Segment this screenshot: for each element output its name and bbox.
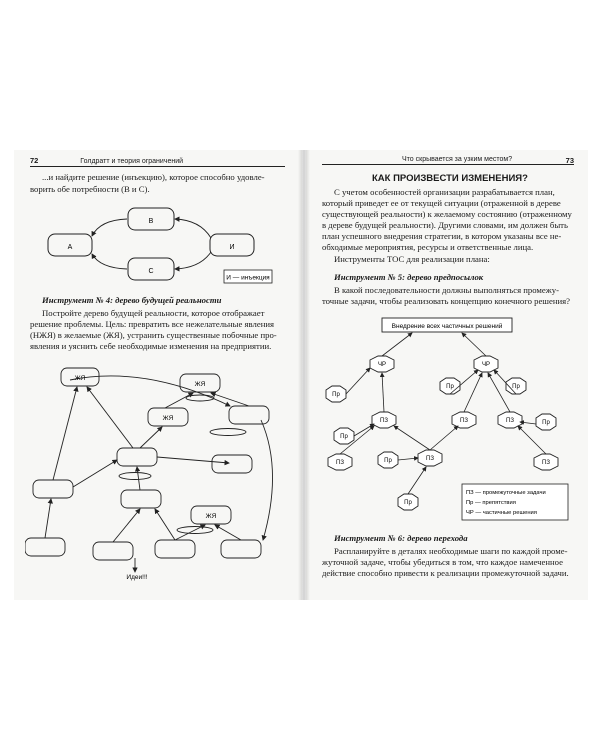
cloud-label-a: A (67, 244, 73, 251)
tool4-title: Инструмент № 4: дерево будущей реальности (42, 295, 222, 305)
prt-pr-1-label: Пр (332, 392, 340, 398)
future-reality-tree (25, 360, 285, 582)
prt-pr-7-label: Пр (404, 500, 412, 506)
cloud-label-c: C (148, 268, 154, 275)
tool6-title: Инструмент № 6: дерево перехода (334, 533, 468, 543)
cloud-legend: И — инъекция (226, 274, 270, 282)
para1-line3: существующей реальности) к желаемому состоянию (отраженному (322, 209, 572, 219)
prerequisite-tree (322, 312, 580, 530)
frt-node-bottom-4 (221, 540, 261, 558)
prt-pr-3-label: Пр (512, 384, 520, 390)
right-running-title: Что скрывается за узким местом? (402, 156, 513, 163)
frt-node-bottom-3 (155, 540, 195, 558)
para1-line6: обходимые мероприятия, ресурсы и ответственные лица. (322, 242, 534, 252)
prt-pz-4-label: ПЗ (336, 460, 344, 466)
prt-legend-line1: ПЗ — промежуточные задачи (466, 490, 546, 496)
prt-pz-2-label: ПЗ (460, 418, 468, 424)
frt-label-mid: ЖЯ (162, 415, 174, 422)
right-running-head (322, 156, 574, 165)
tool4-line4: явления и уяснить себе необходимые изменения на предприятии. (30, 341, 272, 351)
para2: Инструменты ТОС для реализации плана: (334, 254, 490, 264)
tool4-line3: (НЖЯ) в желаемые (ЖЯ), устранить существенные побочные про- (30, 330, 277, 340)
prt-pz-3-label: ПЗ (506, 418, 514, 424)
para1-line4: в дереве будущей реальности). Другими словами, им должен быть (322, 220, 568, 230)
tool5-line2: точные задачи, чтобы реализовать концепцию конечного решения? (322, 296, 570, 306)
intro-text-line2: ворить обе потребности (В и С). (30, 184, 150, 194)
tool5-title: Инструмент № 5: дерево предпосылок (334, 272, 484, 282)
frt-node-right-upper (229, 406, 269, 424)
left-running-title: Голдратт и теория ограничений (80, 158, 184, 165)
prt-pr-4-label: Пр (340, 434, 348, 440)
tool6-line3: действие способно привести к реализации промежуточной задачи. (322, 568, 569, 578)
prt-pr-2-label: Пр (446, 384, 454, 390)
prt-pz-6-label: ПЗ (542, 460, 550, 466)
prt-pr-6-label: Пр (384, 458, 392, 464)
para1-line2: который приведет ее от текущей ситуации (отраженной в дереве (322, 198, 561, 208)
frt-node-left-mid (33, 480, 73, 498)
left-page-number: 72 (30, 156, 39, 165)
prt-pr-5-label: Пр (542, 420, 550, 426)
left-running-head (30, 156, 285, 167)
right-page-number: 73 (565, 156, 574, 165)
frt-label-top-right: ЖЯ (194, 381, 206, 388)
tool4-line1: Постройте дерево будущей реальности, которое отображает (42, 308, 265, 318)
frt-node-center (117, 448, 157, 466)
prt-chr-right-label: ЧР (481, 362, 491, 368)
frt-node-bottom-2 (93, 542, 133, 560)
para1-line5: план успешного внедрения стратегии, в котором указаны все не- (322, 231, 562, 241)
cloud-label-b: B (148, 218, 154, 225)
book-gutter (298, 150, 310, 600)
intro-text-line1: ...и найдите решение (инъекцию), которое способно удовле- (42, 172, 265, 182)
prt-legend-line2: Пр — препятствия (466, 500, 516, 506)
cloud-label-i: И (229, 244, 235, 251)
frt-label-bottom-right: ЖЯ (205, 513, 217, 520)
prt-chr-left-label: ЧР (377, 362, 387, 368)
cloud-diagram (30, 196, 280, 288)
frt-ideas-label: Идеи!!! (126, 574, 148, 581)
prt-legend-line3: ЧР — частичные решения (466, 510, 537, 516)
section-heading: КАК ПРОИЗВЕСТИ ИЗМЕНЕНИЯ? (372, 173, 528, 184)
tool6-line2: жуточной задаче, чтобы убедиться в том, что каждое намеченное (322, 557, 563, 567)
tool6-line1: Распланируйте в деталях необходимые шаги по каждой проме- (334, 546, 568, 556)
para1-line1: С учетом особенностей организации разрабатывается план, (334, 187, 555, 197)
prt-pz-5-label: ПЗ (426, 456, 434, 462)
tool5-line1: В какой последовательности должны выполняться промежу- (334, 285, 559, 295)
tool4-line2: решение проблемы. Цель: превратить все нежелательные явления (30, 319, 274, 329)
frt-node-center-low (121, 490, 161, 508)
frt-node-bottom-1 (25, 538, 65, 556)
frt-label-top-left: ЖЯ (74, 375, 86, 382)
prt-pz-1-label: ПЗ (380, 418, 388, 424)
frt-node-right-mid (212, 455, 252, 473)
prt-goal-label: Внедрение всех частичных решений (391, 323, 503, 330)
